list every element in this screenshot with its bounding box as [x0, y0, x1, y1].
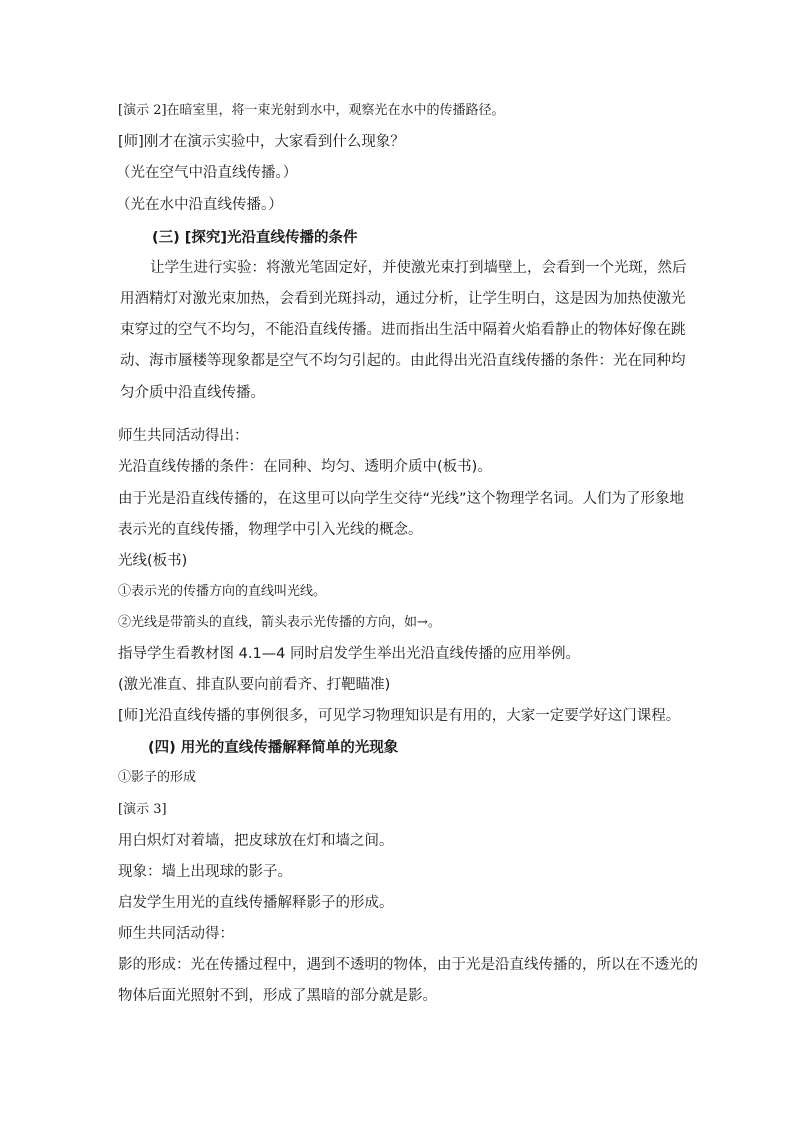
shadow-formation-text: 影的形成：光在传播过程中，遇到不透明的物体，由于光是沿直线传播的，所以在不透光的	[118, 957, 698, 973]
demo-3-phenomenon: 现象：墙上出现球的影子。	[118, 864, 292, 880]
demo-2-line: [演示 2]在暗室里，将一束光射到水中，观察光在水中的传播路径。	[118, 103, 505, 118]
answer-air: （光在空气中沿直线传播。）	[116, 165, 298, 181]
paragraph-line: 动、海市蜃楼等现象都是空气不均匀引起的。由此得出光沿直线传播的条件：光在同种均	[120, 353, 686, 369]
teacher-remark: [师]光沿直线传播的事例很多，可见学习物理知识是有用的，大家一定要学好这门课程。	[118, 708, 681, 724]
paragraph-line: 让学生进行实验：将激光笔固定好，并使激光束打到墙壁上，会看到一个光斑，然后	[150, 260, 687, 276]
textbook-figure-guide: 指导学生看教材图 4.1—4 同时启发学生举出光沿直线传播的应用举例。	[118, 646, 581, 662]
light-ray-definition-1: ①表示光的传播方向的直线叫光线。	[118, 584, 327, 599]
light-ray-definition-2: ②光线是带箭头的直线，箭头表示光传播的方向，如→。	[118, 615, 441, 630]
paragraph-line: 束穿过的空气不均匀，不能沿直线传播。进而指出生活中隔着火焰看静止的物体好像在跳	[120, 322, 686, 338]
light-ray-board: 光线(板书)	[118, 553, 188, 569]
answer-water: （光在水中沿直线传播。）	[116, 197, 283, 213]
application-examples: (激光准直、排直队要向前看齐、打靶瞄准)	[118, 677, 391, 693]
light-ray-intro-cont: 表示光的直线传播，物理学中引入光线的概念。	[118, 522, 423, 538]
demo-3-setup: 用白炽灯对着墙，把皮球放在灯和墙之间。	[118, 833, 394, 849]
shadow-formation-label: ①影子的形成	[118, 770, 197, 785]
light-ray-intro: 由于光是沿直线传播的，在这里可以向学生交待“光线”这个物理学名词。人们为了形象地	[118, 491, 685, 507]
section-heading-4: (四) 用光的直线传播解释简单的光现象	[148, 740, 399, 756]
shadow-formation-text-cont: 物体后面光照射不到，形成了黑暗的部分就是影。	[118, 988, 437, 1004]
joint-activity-label-2: 师生共同活动得：	[118, 926, 234, 942]
shadow-explain-prompt: 启发学生用光的直线传播解释影子的形成。	[118, 895, 394, 911]
joint-activity-label: 师生共同活动得出：	[118, 428, 249, 444]
paragraph-line: 匀介质中沿直线传播。	[120, 385, 265, 401]
propagation-condition: 光沿直线传播的条件：在同种、均匀、透明介质中(板书)。	[118, 459, 492, 475]
demo-3-label: [演示 3]	[118, 802, 167, 817]
teacher-question: [师]刚才在演示实验中，大家看到什么现象？	[118, 134, 405, 150]
section-heading-3: (三) [探究]光沿直线传播的条件	[152, 230, 358, 246]
paragraph-line: 用酒精灯对激光束加热，会看到光斑抖动，通过分析，让学生明白，这是因为加热使激光	[120, 291, 686, 307]
